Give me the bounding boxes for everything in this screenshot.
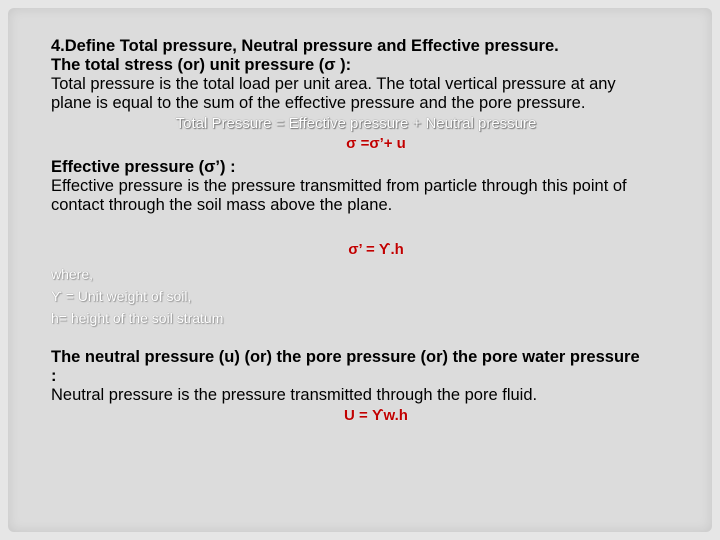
- slide-title: 4.Define Total pressure, Neutral pressure and Effective pressure.: [51, 37, 559, 55]
- effective-pressure-text-line2: contact through the soil mass above the plane.: [51, 196, 393, 214]
- total-pressure-formula-symbols: σ =σ’+ u: [346, 135, 406, 152]
- total-stress-text-line2: plane is equal to the sum of the effective pressure and the pore pressure.: [51, 94, 586, 112]
- neutral-pressure-heading-line2: :: [51, 367, 57, 385]
- gamma-definition: ϒ = Unit weight of soil,: [51, 288, 192, 304]
- total-stress-text-line1: Total pressure is the total load per unit area. The total vertical pressure at any: [51, 75, 616, 93]
- effective-pressure-text-line1: Effective pressure is the pressure transmitted from particle through this point of: [51, 177, 627, 195]
- where-label: where,: [51, 266, 94, 282]
- total-pressure-formula-words: Total Pressure = Effective pressure + Neutral pressure: [175, 115, 537, 132]
- neutral-pressure-formula: U = ϒw.h: [344, 407, 408, 424]
- neutral-pressure-text: Neutral pressure is the pressure transmitted through the pore fluid.: [51, 386, 538, 404]
- h-definition: h= height of the soil stratum: [51, 310, 224, 326]
- neutral-pressure-heading-line1: The neutral pressure (u) (or) the pore pressure (or) the pore water pressure: [51, 348, 640, 366]
- total-stress-heading: The total stress (or) unit pressure (σ ):: [51, 56, 352, 74]
- slide: [8, 8, 712, 532]
- slide-content: [51, 37, 701, 425]
- effective-pressure-formula: σ’ = ϒ.h: [348, 241, 404, 258]
- effective-pressure-heading: Effective pressure (σ’) :: [51, 158, 236, 176]
